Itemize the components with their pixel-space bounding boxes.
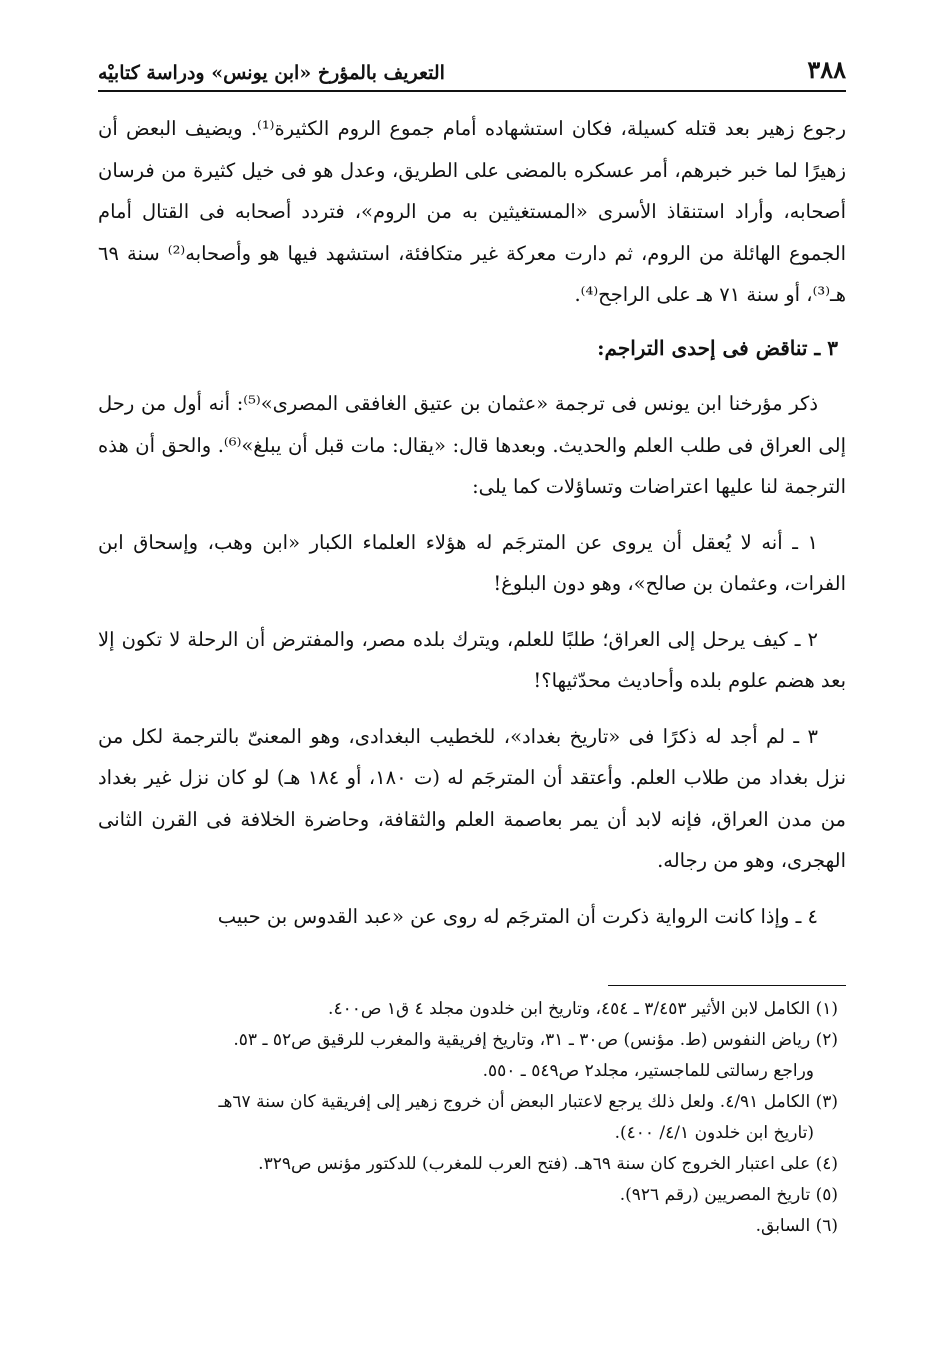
main-text [98,108,846,937]
page-number: ٣٨٨ [807,55,846,84]
footnote-1: (١) الكامل لابن الأثير ٣/٤٥٣ ـ ٤٥٤، وتاريخ ابن خلدون مجلد ٤ ق١ ص٤٠٠. [328,999,838,1019]
paragraph-5: ٣ ـ لم أجد له ذكرًا فى «تاريخ بغداد»، للخطيب البغدادى، وهو المعنىّ بالترجمة لكل من نزل بغداد من طلاب العلم. وأعتقد أن المترجَم له (ت ١٨٠، أو ١٨٤ هـ) لو كان نزل غير بغداد من مدن العراق، فإنه لابد أن يمر بعاصمة العلم والثقافة، وحاضرة الخلافة فى القرن الثانى الهجرى، وهو من رجاله. [98,724,846,872]
footnote-2: (٢) رياض النفوس (ط. مؤنس) ص٣٠ ـ ٣١، وتاريخ إفريقية والمغرب للرقيق ص٥٢ ـ ٥٣. [233,1030,838,1050]
footnote-divider [608,985,846,986]
paragraph-1: رجوع زهير بعد قتله كسيلة، فكان استشهاده أمام جموع الروم الكثيرة⁽¹⁾. ويضيف البعض أن زهيرًا لما خبر خبرهم، أمر عسكره بالمضى على الطريق، وعدل هو فى خيل كثيرة من فرسان أصحابه، وأراد استنقاذ الأسرى «المستغيثين به من الروم»، فتردد أصحابه فى القتال أمام الجموع الهائلة من الروم، ثم دارت معركة غير متكافئة، استشهد فيها هو وأصحابه⁽²⁾ سنة ٦٩ هـ⁽³⁾، أو سنة ٧١ هـ على الراجح⁽⁴⁾. [98,117,846,306]
section-title: ٣ ـ تناقض فى إحدى التراجم: [597,335,838,360]
footnotes [98,994,838,1242]
paragraph-6: ٤ ـ وإذا كانت الرواية ذكرت أن المترجَم له روى عن «عبد القدوس بن حبيب [217,904,818,928]
page-header [98,52,846,92]
footnote-3-continuation: (تاريخ ابن خلدون ٤/١/ ٤٠٠). [614,1123,814,1143]
paragraph-2: ذكر مؤرخنا ابن يونس فى ترجمة «عثمان بن عتيق الغافقى المصرى»⁽⁵⁾: أنه أول من رحل إلى العراق فى طلب العلم والحديث. وبعدها قال: «يقال: مات قبل أن يبلغ»⁽⁶⁾. والحق أن هذه الترجمة لنا عليها اعتراضات وتساؤلات كما يلى: [98,392,846,498]
footnote-3: (٣) الكامل ٤/٩١. ولعل ذلك يرجع لاعتبار البعض أن خروج زهير إلى إفريقية كان سنة ٦٧هـ [218,1092,838,1112]
footnote-6: (٦) السابق. [755,1216,838,1236]
footnote-5: (٥) تاريخ المصريين (رقم ٩٢٦). [619,1185,838,1205]
paragraph-4: ٢ ـ كيف يرحل إلى العراق؛ طلبًا للعلم، ويترك بلده مصر، والمفترض أن الرحلة لا تكون إلا بعد هضم علوم بلده وأحاديث محدّثيها؟! [98,627,846,692]
footnote-4: (٤) على اعتبار الخروج كان سنة ٦٩هـ. (فتح العرب للمغرب) للدكتور مؤنس ص٣٢٩. [258,1154,838,1174]
paragraph-3: ١ ـ أنه لا يُعقل أن يروى عن المترجَم له هؤلاء العلماء الكبار «ابن وهب، وإسحاق ابن الفرات، وعثمان بن صالح»، وهو دون البلوغ! [98,530,846,595]
footnote-2-continuation: وراجع رسالتى للماجستير، مجلد٢ ص٥٤٩ ـ ٥٥٠. [482,1061,814,1081]
running-head: التعريف بالمؤرخ «ابن يونس» ودراسة كتابيْه [98,62,445,84]
